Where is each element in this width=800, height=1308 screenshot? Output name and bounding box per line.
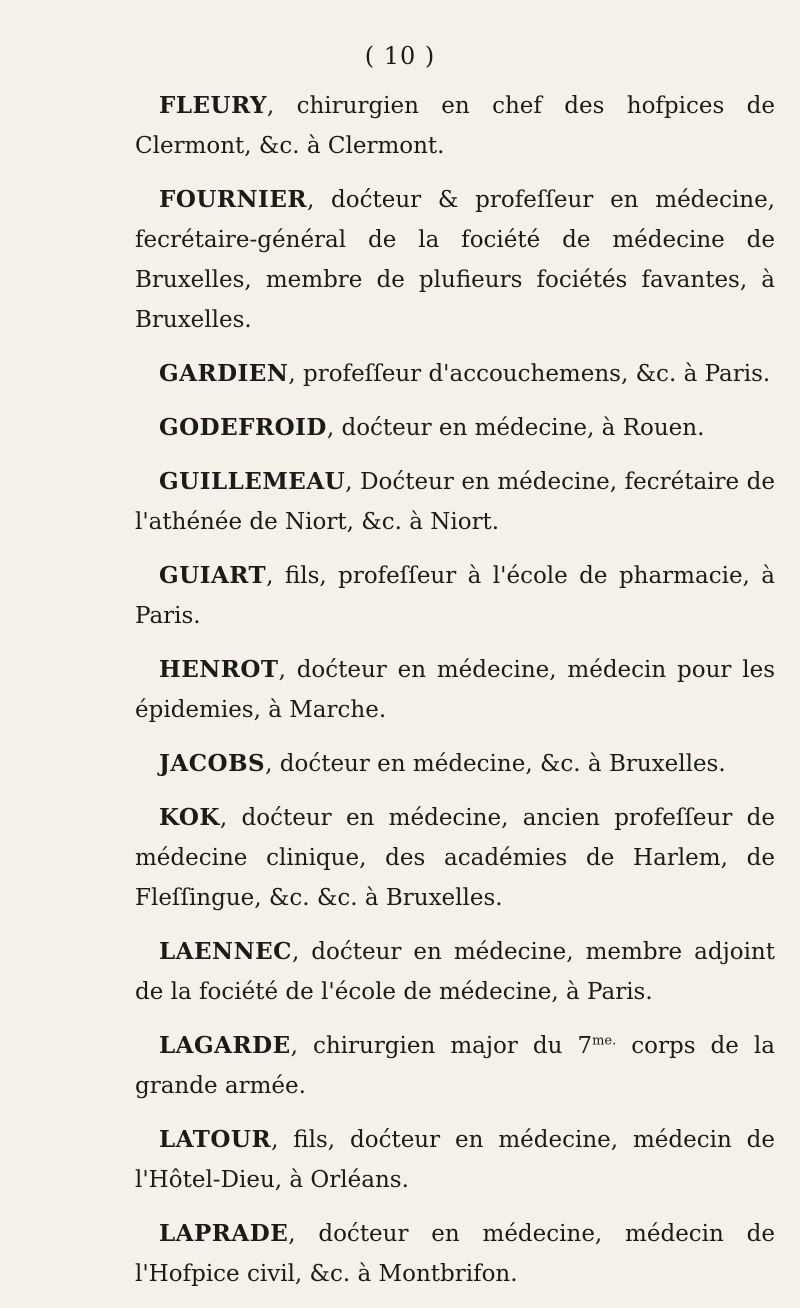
list-entry xyxy=(135,1214,775,1294)
entry-text: , chirurgien en chef des hofpices de Clermont, &c. à Clermont. xyxy=(135,93,775,159)
entry-name: GARDIEN xyxy=(159,360,289,387)
entry-name: LAPRADE xyxy=(159,1220,289,1247)
entry-text: , doćteur en médecine, médecin pour les épidemies, à Marche. xyxy=(135,657,775,723)
entry-text: , doćteur en médecine, membre adjoint de la fociété de l'école de médecine, à Paris. xyxy=(135,939,775,1005)
entry-name: LATOUR xyxy=(159,1126,272,1153)
list-entry xyxy=(135,180,775,340)
list-entry xyxy=(135,932,775,1012)
entry-name: GODEFROID xyxy=(159,414,327,441)
list-entry xyxy=(135,354,775,394)
list-entry xyxy=(135,1026,775,1106)
list-entry xyxy=(135,462,775,542)
entry-name: FOURNIER xyxy=(159,186,307,213)
ordinal-superscript: me. xyxy=(592,1033,617,1049)
list-entry xyxy=(135,744,775,784)
list-entry xyxy=(135,798,775,918)
entry-name: FLEURY xyxy=(159,92,267,119)
list-entry xyxy=(135,86,775,166)
list-entry xyxy=(135,1120,775,1200)
entry-text: , profeſſeur d'accouchemens, &c. à Paris. xyxy=(288,361,771,387)
entry-text: , doćteur en médecine, ancien profeſſeur de médecine clinique, des académies de Harlem, de Fleſſingue, &c. &c. à Bruxelles. xyxy=(135,805,775,911)
entry-name: KOK xyxy=(159,804,220,831)
entry-text: , chirurgien major du 7 xyxy=(290,1033,593,1059)
entry-text: , doćteur & profeſſeur en médecine, fecrétaire-général de la fociété de médecine de Bruxelles, membre de plufieurs fociétés favantes, à Bruxelles. xyxy=(135,187,775,333)
entry-name: JACOBS xyxy=(159,750,266,777)
entry-text: , doćteur en médecine, médecin de l'Hofpice civil, &c. à Montbrifon. xyxy=(135,1221,775,1287)
entry-text: , fils, doćteur en médecine, médecin de l'Hôtel-Dieu, à Orléans. xyxy=(135,1127,775,1193)
entry-name: LAENNEC xyxy=(159,938,292,965)
list-entry xyxy=(135,650,775,730)
entry-name: GUIART xyxy=(159,562,267,589)
list-entry xyxy=(135,408,775,448)
entry-name: HENROT xyxy=(159,656,279,683)
entry-text: , fils, profeſſeur à l'école de pharmacie, à Paris. xyxy=(135,563,775,629)
entry-text: , doćteur en médecine, &c. à Bruxelles. xyxy=(265,751,726,777)
entry-name: LAGARDE xyxy=(159,1032,291,1059)
entry-text: , doćteur en médecine, à Rouen. xyxy=(326,415,705,441)
entry-text: corps de la grande armée. xyxy=(135,1033,775,1099)
entry-text: , Doćteur en médecine, fecrétaire de l'athénée de Niort, &c. à Niort. xyxy=(135,469,775,535)
member-list xyxy=(135,86,775,1308)
list-entry xyxy=(135,556,775,636)
entry-name: GUILLEMEAU xyxy=(159,468,346,495)
page-number: ( 10 ) xyxy=(364,42,436,70)
